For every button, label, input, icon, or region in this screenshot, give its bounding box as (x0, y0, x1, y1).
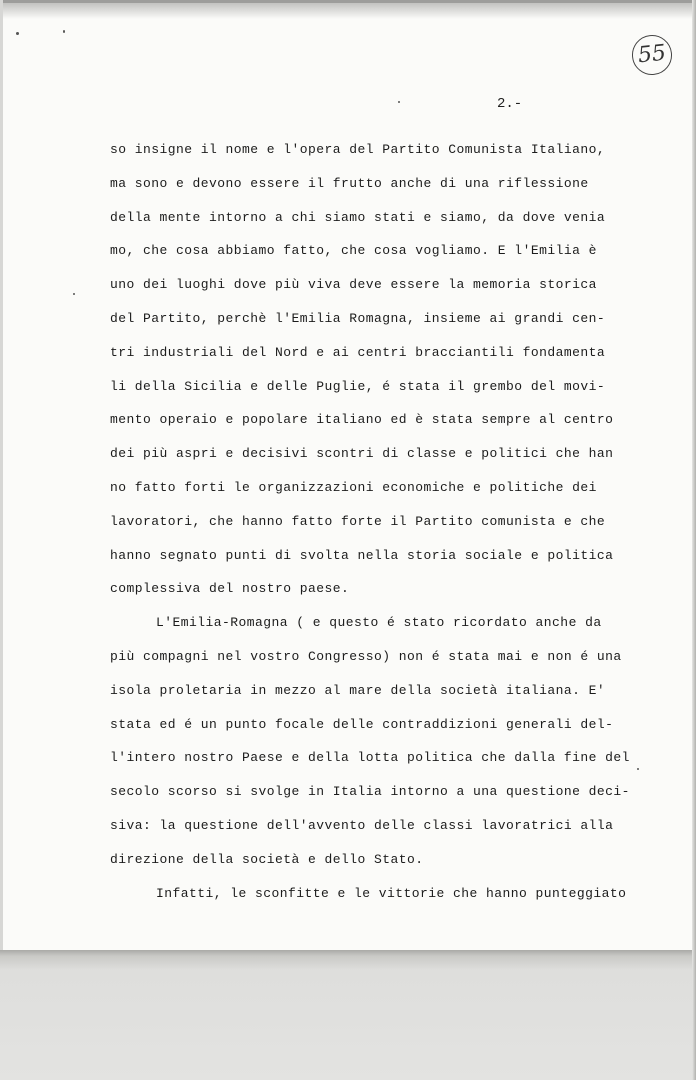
text-line: tri industriali del Nord e ai centri bracciantili fondamenta (110, 344, 606, 360)
text-line: secolo scorso si svolge in Italia intorno a una questione deci- (110, 784, 630, 800)
typed-text-body (110, 133, 650, 910)
scan-speck (73, 293, 75, 295)
paragraph-start-line: L'Emilia-Romagna ( e questo é stato ricordato anche da (156, 615, 602, 631)
paragraph-start-line: Infatti, le sconfitte e le vittorie che hanno punteggiato (156, 885, 627, 901)
text-line: li della Sicilia e delle Puglie, é stata il grembo del movi- (110, 378, 606, 394)
text-line: so insigne il nome e l'opera del Partito Comunista Italiano, (110, 142, 606, 157)
text-line: no fatto forti le organizzazioni economiche e politiche dei (110, 479, 597, 495)
text-line: del Partito, perchè l'Emilia Romagna, insieme ai grandi cen- (110, 310, 606, 326)
scan-speck (398, 101, 400, 103)
scanner-bed-margin (0, 950, 696, 1080)
text-line: più compagni nel vostro Congresso) non é stata mai e non é una (110, 648, 622, 664)
text-line: hanno segnato punti di svolta nella storia sociale e politica (110, 547, 614, 563)
text-line: dei più aspri e decisivi scontri di classe e politici che han (110, 446, 614, 462)
scan-speck (16, 32, 19, 35)
text-line: ma sono e devono essere il frutto anche di una riflessione (110, 175, 589, 191)
text-line: complessiva del nostro paese. (110, 581, 350, 597)
page-number: 2.- (497, 96, 523, 112)
scan-edge-shadow (692, 0, 696, 1080)
text-line: siva: la questione dell'avvento delle classi lavoratrici alla (110, 817, 614, 833)
text-line: della mente intorno a chi siamo stati e siamo, da dove venia (110, 209, 606, 225)
scan-speck (63, 30, 65, 33)
text-line: lavoratori, che hanno fatto forte il Partito comunista e che (110, 513, 606, 529)
document-page (3, 0, 693, 953)
archive-folio-stamp: 55 (630, 33, 674, 77)
text-line: l'intero nostro Paese e della lotta politica che dalla fine del (110, 750, 630, 766)
text-line: mento operaio e popolare italiano ed è stata sempre al centro (110, 412, 614, 428)
text-line: isola proletaria in mezzo al mare della società italiana. E' (110, 682, 606, 698)
text-line: uno dei luoghi dove più viva deve essere la memoria storica (110, 277, 597, 293)
text-line: mo, che cosa abbiamo fatto, che cosa vogliamo. E l'Emilia è (110, 243, 597, 259)
scan-speck (637, 768, 639, 770)
text-line: stata ed é un punto focale delle contraddizioni generali del- (110, 716, 614, 732)
text-line: direzione della società e dello Stato. (110, 851, 424, 867)
